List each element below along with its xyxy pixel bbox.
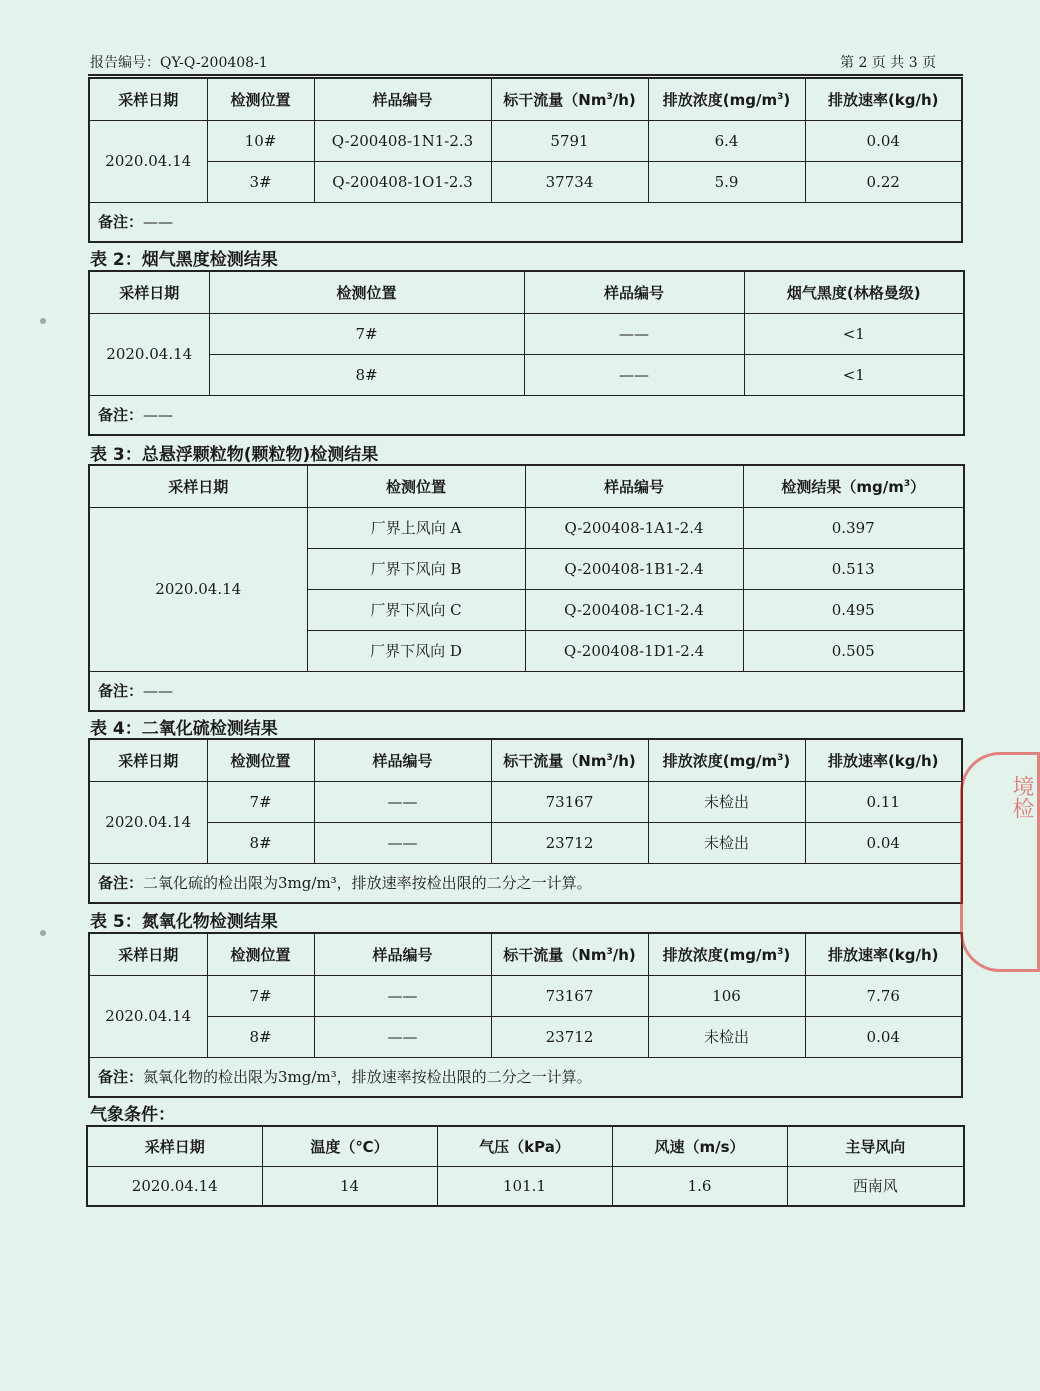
note-row: [89, 202, 962, 242]
result-cell: 0.495: [743, 589, 964, 630]
table-header-row: [89, 465, 964, 507]
col-header: 样品编号: [524, 271, 744, 313]
table-5-caption: 表 5：氮氧化物检测结果: [90, 912, 278, 932]
col-header: 样品编号: [314, 933, 491, 975]
note-label: 备注：: [98, 213, 144, 232]
col-header: 采样日期: [89, 465, 307, 507]
position-cell: 8#: [207, 822, 314, 863]
note-label: 备注：: [98, 682, 144, 701]
position-cell: 厂界下风向 D: [307, 630, 525, 671]
result-cell: 0.513: [743, 548, 964, 589]
table-row: [89, 313, 964, 354]
table-row: [89, 781, 962, 822]
table-row: [89, 822, 962, 863]
temperature-cell: 14: [262, 1166, 437, 1206]
page-number: 第 2 页 共 3 页: [840, 55, 937, 71]
table-row: [89, 1016, 962, 1057]
table-2: [88, 270, 965, 436]
concentration-cell: 106: [648, 975, 805, 1016]
weather-table: [86, 1125, 965, 1207]
table-row: [89, 507, 964, 548]
position-cell: 厂界上风向 A: [307, 507, 525, 548]
position-cell: 7#: [207, 781, 314, 822]
blackness-cell: <1: [744, 313, 964, 354]
table-row: [89, 354, 964, 395]
col-header: 采样日期: [87, 1126, 262, 1166]
flow-cell: 5791: [491, 120, 648, 161]
sample-id-cell: ——: [314, 975, 491, 1016]
sampling-date: 2020.04.14: [89, 781, 207, 863]
col-header: 检测位置: [209, 271, 524, 313]
table-header-row: [89, 78, 962, 120]
note-label: 备注：: [98, 874, 144, 893]
col-header: 排放速率(kg/h): [805, 739, 962, 781]
table-5: [88, 932, 963, 1098]
table-2-caption: 表 2：烟气黑度检测结果: [90, 250, 278, 270]
col-header: 标干流量（Nm$^3$/h): [491, 78, 648, 120]
flow-cell: 23712: [491, 822, 648, 863]
sample-id-cell: ——: [524, 354, 744, 395]
flow-cell: 73167: [491, 975, 648, 1016]
col-header: 检测位置: [207, 78, 314, 120]
flow-cell: 73167: [491, 781, 648, 822]
table-4-caption: 表 4：二氧化硫检测结果: [90, 719, 278, 739]
rate-cell: 0.04: [805, 120, 962, 161]
note-text: 二氧化硫的检出限为3mg/m³，排放速率按检出限的二分之一计算。: [143, 874, 592, 893]
position-cell: 8#: [209, 354, 524, 395]
note-row: [89, 863, 962, 903]
note-row: [89, 671, 964, 711]
sampling-date: 2020.04.14: [87, 1166, 262, 1206]
position-cell: 7#: [207, 975, 314, 1016]
sample-id-cell: Q-200408-1N1-2.3: [314, 120, 491, 161]
flow-cell: 37734: [491, 161, 648, 202]
result-cell: 0.397: [743, 507, 964, 548]
col-header: 标干流量（Nm$^3$/h): [491, 739, 648, 781]
table-3-caption: 表 3：总悬浮颗粒物(颗粒物)检测结果: [90, 445, 379, 465]
note-text: 氮氧化物的检出限为3mg/m³，排放速率按检出限的二分之一计算。: [143, 1068, 592, 1087]
rate-cell: 0.04: [805, 1016, 962, 1057]
concentration-cell: 未检出: [648, 822, 805, 863]
stamp-text: 境检: [1009, 775, 1034, 819]
binding-hole: [40, 930, 46, 936]
sample-id-cell: Q-200408-1O1-2.3: [314, 161, 491, 202]
col-header: 主导风向: [787, 1126, 964, 1166]
col-header: 排放浓度$(mg/m^3)$: [648, 78, 805, 120]
note-row: [89, 1057, 962, 1097]
col-header: 采样日期: [89, 78, 207, 120]
col-header: 采样日期: [89, 933, 207, 975]
col-header: 气压（kPa）: [437, 1126, 612, 1166]
col-header: 检测位置: [307, 465, 525, 507]
col-header: 样品编号: [314, 78, 491, 120]
report-number: 报告编号：QY-Q-200408-1: [90, 55, 268, 71]
col-header: 排放速率(kg/h): [805, 933, 962, 975]
rate-cell: 0.11: [805, 781, 962, 822]
col-header: 排放浓度$(mg/m^3)$: [648, 933, 805, 975]
weather-caption: 气象条件：: [90, 1105, 175, 1125]
col-header: 样品编号: [525, 465, 743, 507]
col-header: 采样日期: [89, 739, 207, 781]
col-header: 检测结果$(mg/m^3)$: [743, 465, 964, 507]
sample-id-cell: ——: [314, 822, 491, 863]
official-stamp: [960, 752, 1040, 972]
note-label: 备注：: [98, 406, 144, 425]
col-header: 温度（℃）: [262, 1126, 437, 1166]
sampling-date: 2020.04.14: [89, 120, 207, 202]
table-1: [88, 77, 963, 243]
table-row: [89, 120, 962, 161]
position-cell: 厂界下风向 C: [307, 589, 525, 630]
table-row: [89, 975, 962, 1016]
rate-cell: 0.22: [805, 161, 962, 202]
wind-speed-cell: 1.6: [612, 1166, 787, 1206]
result-cell: 0.505: [743, 630, 964, 671]
sample-id-cell: ——: [524, 313, 744, 354]
note-text: ——: [143, 213, 174, 232]
concentration-cell: 5.9: [648, 161, 805, 202]
table-header-row: [89, 933, 962, 975]
binding-hole: [40, 318, 46, 324]
flow-cell: 23712: [491, 1016, 648, 1057]
position-cell: 3#: [207, 161, 314, 202]
table-header-row: [89, 739, 962, 781]
sample-id-cell: Q-200408-1C1-2.4: [525, 589, 743, 630]
col-header: 烟气黑度(林格曼级): [744, 271, 964, 313]
table-header-row: [89, 271, 964, 313]
rate-cell: 0.04: [805, 822, 962, 863]
sample-id-cell: Q-200408-1A1-2.4: [525, 507, 743, 548]
concentration-cell: 未检出: [648, 1016, 805, 1057]
table-row: [89, 161, 962, 202]
position-cell: 厂界下风向 B: [307, 548, 525, 589]
position-cell: 8#: [207, 1016, 314, 1057]
note-text: ——: [143, 682, 174, 701]
rate-cell: 7.76: [805, 975, 962, 1016]
table-3: [88, 464, 965, 712]
sample-id-cell: ——: [314, 1016, 491, 1057]
col-header: 排放速率(kg/h): [805, 78, 962, 120]
sample-id-cell: ——: [314, 781, 491, 822]
position-cell: 7#: [209, 313, 524, 354]
col-header: 风速（m/s）: [612, 1126, 787, 1166]
sample-id-cell: Q-200408-1D1-2.4: [525, 630, 743, 671]
table-header-row: [87, 1126, 964, 1166]
sample-id-cell: Q-200408-1B1-2.4: [525, 548, 743, 589]
blackness-cell: <1: [744, 354, 964, 395]
col-header: 样品编号: [314, 739, 491, 781]
pressure-cell: 101.1: [437, 1166, 612, 1206]
position-cell: 10#: [207, 120, 314, 161]
col-header: 标干流量（Nm$^3$/h): [491, 933, 648, 975]
note-label: 备注：: [98, 1068, 144, 1087]
col-header: 检测位置: [207, 739, 314, 781]
header-divider: [88, 74, 963, 76]
sampling-date: 2020.04.14: [89, 313, 209, 395]
col-header: 采样日期: [89, 271, 209, 313]
col-header: 检测位置: [207, 933, 314, 975]
concentration-cell: 未检出: [648, 781, 805, 822]
concentration-cell: 6.4: [648, 120, 805, 161]
col-header: 排放浓度$(mg/m^3)$: [648, 739, 805, 781]
note-row: [89, 395, 964, 435]
table-row: [87, 1166, 964, 1206]
note-text: ——: [143, 406, 174, 425]
sampling-date: 2020.04.14: [89, 975, 207, 1057]
table-4: [88, 738, 963, 904]
wind-direction-cell: 西南风: [787, 1166, 964, 1206]
sampling-date: 2020.04.14: [89, 507, 307, 671]
